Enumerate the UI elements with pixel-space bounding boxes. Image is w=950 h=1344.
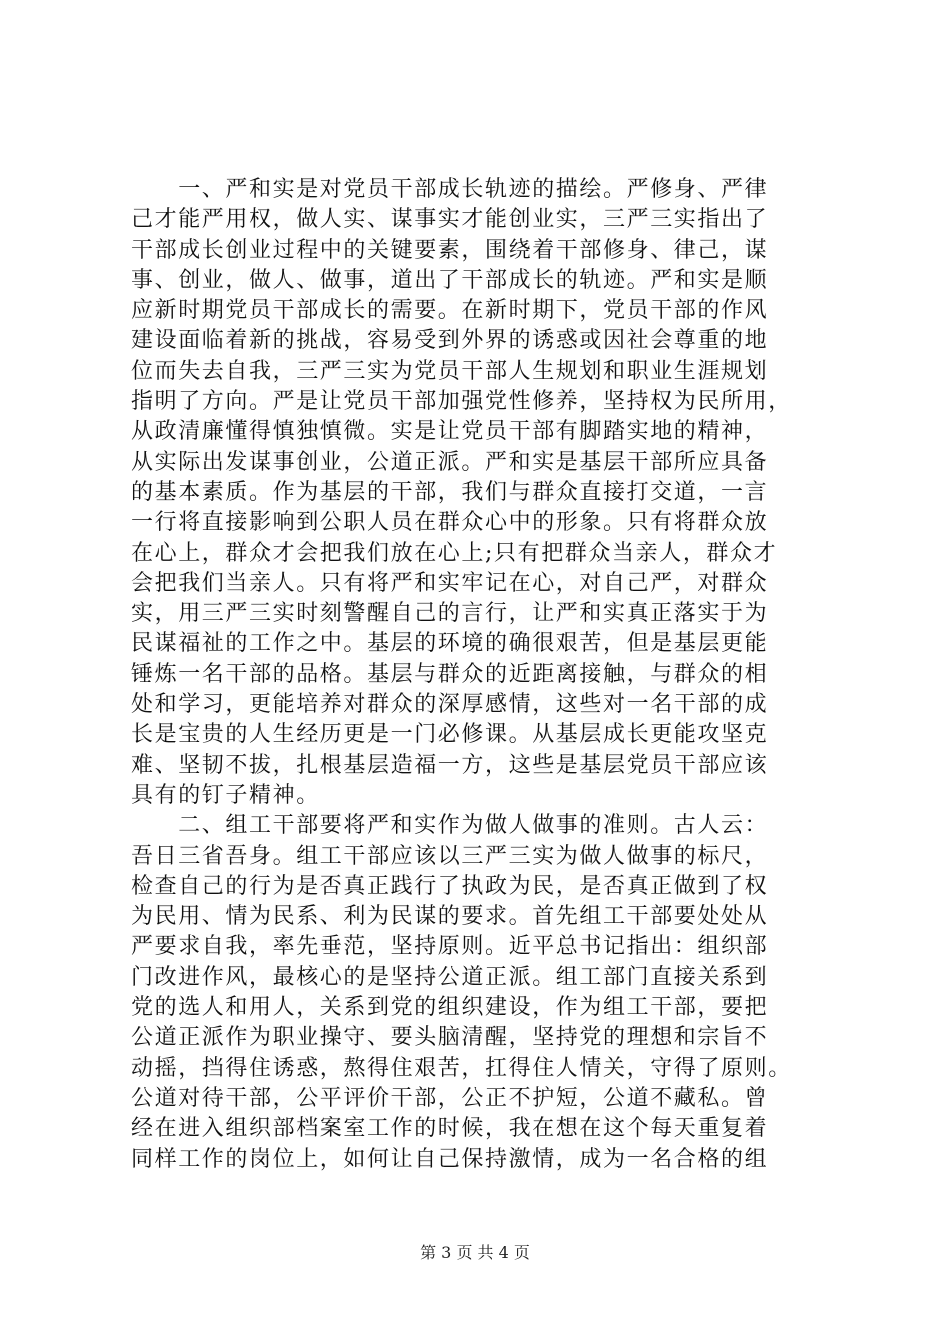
text-line: 检查自己的行为是否真正践行了执政为民，是否真正做到了权 [131, 873, 769, 899]
text-line: 同样工作的岗位上，如何让自己保持激情，成为一名合格的组 [131, 1146, 769, 1172]
text-line: 在心上，群众才会把我们放在心上;只有把群众当亲人，群众才 [131, 540, 778, 566]
text-line: 难、坚韧不拔，扎根基层造福一方，这些是基层党员干部应该 [131, 752, 769, 778]
text-line: 长是宝贵的人生经历更是一门必修课。从基层成长更能攻坚克 [131, 722, 769, 748]
text-line: 公道正派作为职业操守、要头脑清醒，坚持党的理想和宗旨不 [131, 1025, 769, 1051]
text-line: 经在进入组织部档案室工作的时候，我在想在这个每天重复着 [131, 1116, 769, 1142]
text-line: 处和学习，更能培养对群众的深厚感情，这些对一名干部的成 [131, 692, 769, 718]
text-line: 己才能严用权，做人实、谋事实才能创业实，三严三实指出了 [131, 207, 769, 233]
text-line: 会把我们当亲人。只有将严和实牢记在心，对自己严，对群众 [131, 570, 769, 596]
text-line: 门改进作风，最核心的是坚持公道正派。组工部门直接关系到 [131, 964, 769, 990]
text-line: 从实际出发谋事创业，公道正派。严和实是基层干部所应具备 [131, 449, 769, 475]
text-line: 严要求自我，率先垂范，坚持原则。近平总书记指出：组织部 [131, 934, 769, 960]
text-line: 民谋福祉的工作之中。基层的环境的确很艰苦，但是基层更能 [131, 631, 769, 657]
text-line: 具有的钉子精神。 [131, 782, 320, 808]
text-line: 应新时期党员干部成长的需要。在新时期下，党员干部的作风 [131, 298, 769, 324]
body-text [131, 175, 831, 1175]
text-line: 公道对待干部，公平评价干部，公正不护短，公道不藏私。曾 [131, 1085, 769, 1111]
text-line: 锤炼一名干部的品格。基层与群众的近距离接触，与群众的相 [131, 661, 769, 687]
text-line: 指明了方向。严是让党员干部加强党性修养，坚持权为民所用， [131, 389, 792, 415]
text-line: 一、严和实是对党员干部成长轨迹的描绘。严修身、严律 [131, 177, 769, 202]
text-line: 从政清廉懂得慎独慎微。实是让党员干部有脚踏实地的精神， [131, 419, 769, 445]
text-line: 为民用、情为民系、利为民谋的要求。首先组工干部要处处从 [131, 904, 769, 930]
text-line: 事、创业，做人、做事，道出了干部成长的轨迹。严和实是顺 [131, 267, 769, 293]
page-number-footer: 第 3 页 共 4 页 [420, 1243, 530, 1262]
text-line: 建设面临着新的挑战，容易受到外界的诱惑或因社会尊重的地 [131, 328, 769, 354]
text-line: 干部成长创业过程中的关键要素，围绕着干部修身、律己，谋 [131, 237, 769, 263]
text-line: 的基本素质。作为基层的干部，我们与群众直接打交道，一言 [131, 479, 769, 505]
text-line: 吾日三省吾身。组工干部应该以三严三实为做人做事的标尺， [131, 843, 769, 869]
text-line: 实，用三严三实时刻警醒自己的言行，让严和实真正落实于为 [131, 601, 769, 627]
text-line: 动摇，挡得住诱惑，熬得住艰苦，扛得住人情关，守得了原则。 [131, 1055, 792, 1081]
text-line: 二、组工干部要将严和实作为做人做事的准则。古人云： [131, 813, 769, 839]
text-line: 一行将直接影响到公职人员在群众心中的形象。只有将群众放 [131, 510, 769, 536]
text-line: 党的选人和用人，关系到党的组织建设，作为组工干部，要把 [131, 995, 769, 1021]
text-line: 位而失去自我，三严三实为党员干部人生规划和职业生涯规划 [131, 358, 769, 384]
